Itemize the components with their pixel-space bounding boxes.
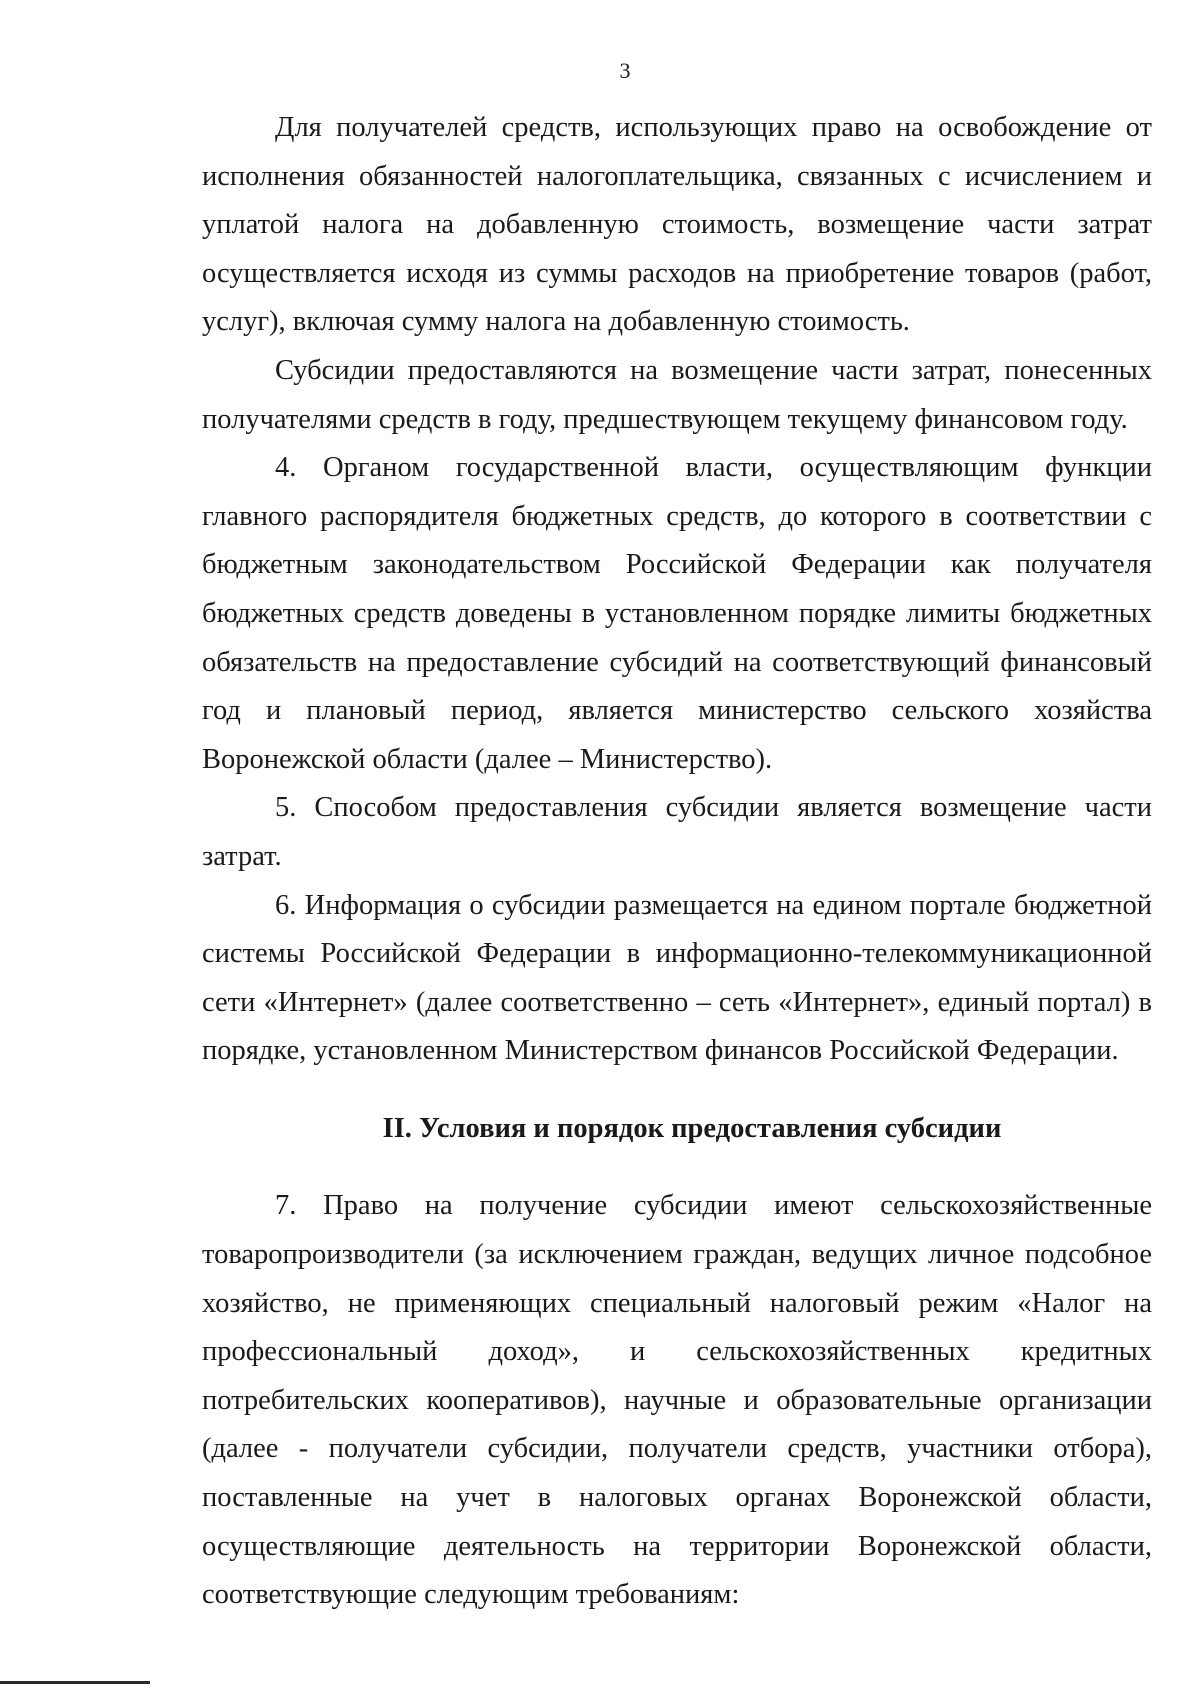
paragraph-subsidy-reimbursement: Субсидии предоставляются на возмещение части затрат, понесенных получателями средств в году, предшествующем текущему финансовом году.	[202, 354, 1152, 435]
page-number: 3	[619, 58, 631, 83]
scan-edge-mark	[0, 1681, 150, 1684]
paragraph-item-6: 6. Информация о субсидии размещается на едином портале бюджетной системы Российской Федерации в информационно-телекоммуникационной сети «Интернет» (далее соответственно – сеть «Интернет», единый портал) в порядке, установленном Министерством финансов Российской Федерации.	[202, 889, 1152, 1067]
document-body	[202, 104, 1152, 1620]
paragraph-item-5: 5. Способом предоставления субсидии является возмещение части затрат.	[202, 792, 1152, 872]
section-heading: II. Условия и порядок предоставления субсидии	[382, 1112, 1002, 1144]
paragraph-item-4: 4. Органом государственной власти, осуществляющим функции главного распорядителя бюджетных средств, до которого в соответствии с бюджетным законодательством Российской Федерации как получателя бюджетных средств доведены в установленном порядке лимиты бюджетных обязательств на предоставление субсидий на соответствующий финансовый год и плановый период, является министерство сельского хозяйства Воронежской области (далее – Министерство).	[202, 452, 1152, 775]
paragraph-item-7: 7. Право на получение субсидии имеют сельскохозяйственные товаропроизводители (за исключением граждан, ведущих личное подсобное хозяйство, не применяющих специальный налоговый режим «Налог на профессиональный доход», и сельскохозяйственных кредитных потребительских кооперативов), научные и образовательные организации (далее - получатели субсидии, получатели средств, участники отбора), поставленные на учет в налоговых органах Воронежской области, осуществляющие деятельность на территории Воронежской области, соответствующие следующим требованиям:	[202, 1190, 1152, 1611]
paragraph-vat-exemption: Для получателей средств, использующих право на освобождение от исполнения обязанностей налогоплательщика, связанных с исчислением и уплатой налога на добавленную стоимость, возмещение части затрат осуществляется исходя из суммы расходов на приобретение товаров (работ, услуг), включая сумму налога на добавленную стоимость.	[202, 112, 1152, 338]
